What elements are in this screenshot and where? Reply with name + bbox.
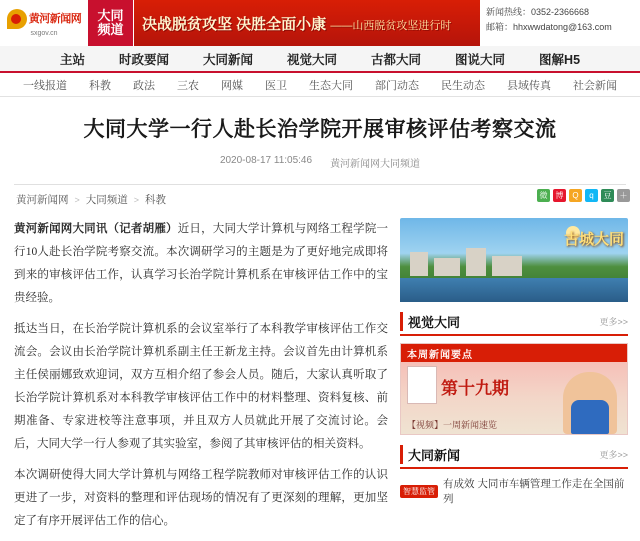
logo-url: sxgov.cn <box>30 30 58 37</box>
article-datetime: 2020-08-17 11:05:46 <box>219 155 313 166</box>
nav-item-3[interactable]: 视觉大同 <box>287 52 338 67</box>
sub-navigation <box>0 73 640 97</box>
breadcrumb-sep-icon: > <box>133 194 140 205</box>
article-body-area <box>0 214 640 541</box>
sidebar-more-link-visual[interactable]: 更多>> <box>599 317 628 327</box>
wechat-share-icon[interactable]: 微 <box>537 189 550 202</box>
channel-line-1: 大同 <box>97 8 124 24</box>
subnav-item-4[interactable]: 网媒 <box>221 79 243 92</box>
news-email: 邮箱：hhxwwdatong@163.com <box>486 22 612 33</box>
breadcrumb-item-2[interactable]: 科教 <box>145 194 167 206</box>
article-paragraph-1-text: 近日，大同大学计算机与网络工程学院一行10人赴长治学院考察交流。本次调研学习的主题是为了更好地完成即将到来的审核评估工作，认真学习长治学院计算机系在审核评估工作中的宝贵经验。 <box>14 223 389 304</box>
sidebar-section-news <box>400 445 628 469</box>
channel-line-2: 频道 <box>97 22 124 37</box>
sidebar <box>400 218 628 541</box>
channel-badge[interactable] <box>88 0 134 46</box>
promo-thumbnail <box>407 366 437 404</box>
subnav-item-2[interactable]: 政法 <box>133 79 155 92</box>
breadcrumb-item-1[interactable]: 大同频道 <box>85 194 128 206</box>
building-shape <box>492 256 522 276</box>
news-item-text: 有成效 大同市车辆管理工作走在全国前列 <box>443 478 625 505</box>
breadcrumb <box>0 185 640 214</box>
more-share-icon[interactable]: ＋ <box>617 189 630 202</box>
subnav-item-10[interactable]: 社会新闻 <box>573 79 617 92</box>
banner-slogan-area <box>134 0 480 46</box>
article-paragraph-3: 本次调研使得大同大学计算机与网络工程学院教师对审核评估工作的认识更进了一步，对资料的整理和评估现场的情况有了更深刻的理解，更加坚定了有序开展评估工作的信心。 <box>14 469 388 527</box>
news-hotline: 新闻热线：0352-2366668 <box>486 7 590 17</box>
nav-item-4[interactable]: 古都大同 <box>371 52 422 67</box>
yellow-river-icon <box>7 9 27 29</box>
nav-item-1[interactable]: 时政要闻 <box>118 52 169 67</box>
logo-main <box>7 9 82 29</box>
subnav-item-6[interactable]: 生态大同 <box>309 79 353 92</box>
subnav-item-5[interactable]: 医卫 <box>265 79 287 92</box>
article-header <box>0 97 640 174</box>
nav-item-5[interactable]: 图说大同 <box>455 52 506 67</box>
building-shape <box>466 248 486 276</box>
page-title: 大同大学一行人赴长治学院开展审核评估考察交流 <box>83 117 557 141</box>
promo-issue-label: 第十九期 <box>441 379 509 398</box>
list-item[interactable] <box>400 477 628 506</box>
main-navigation <box>0 46 640 73</box>
share-bar <box>537 189 630 202</box>
sidebar-section-title-visual: 视觉大同 <box>400 312 460 331</box>
qzone-share-icon[interactable]: Q <box>569 189 582 202</box>
nav-item-6[interactable]: 图解H5 <box>539 52 581 67</box>
hero-badge-text: 古城大同 <box>563 231 624 248</box>
promo-strip-title: 本周新闻要点 <box>401 344 627 362</box>
article-meta <box>10 155 630 170</box>
weibo-share-icon[interactable]: 博 <box>553 189 566 202</box>
slogan-sub: ——山西脱贫攻坚进行时 <box>330 19 452 32</box>
subnav-item-3[interactable]: 三农 <box>177 79 199 92</box>
weekly-news-promo[interactable] <box>400 343 628 435</box>
qq-share-icon[interactable]: q <box>585 189 598 202</box>
slogan-main: 决战脱贫攻坚 决胜全面小康 <box>142 15 327 33</box>
article-paragraph-1 <box>14 218 388 310</box>
building-shape <box>410 252 428 276</box>
article-paragraph-2: 抵达当日，在长治学院计算机系的会议室举行了本科教学审核评估工作交流会。会议由长治学院计算机系副主任王新龙主持。会议首先由计算机系主任侯丽娜致欢迎词，双方互相介绍了参会人员。随后，大家认真听取了长治学院计算机系对本科教学审核评估工作中的材料整理、资料复核、前期准备、专家进校等注意事项，并且双方人员就此开展了交流讨论。会后，大同大学一行人参观了其实验室，参阅了其审核评估的相关资料。 <box>14 323 388 450</box>
subnav-item-8[interactable]: 民生动态 <box>441 79 485 92</box>
sidebar-section-visual <box>400 312 628 336</box>
building-shape <box>434 258 460 276</box>
article-body <box>14 218 388 541</box>
news-tag: 智慧监管 <box>400 485 438 498</box>
sidebar-section-title-news: 大同新闻 <box>400 445 460 464</box>
banner-slogan <box>142 13 451 34</box>
nav-item-0[interactable]: 主站 <box>59 52 85 67</box>
anchor-figure-icon <box>563 372 617 434</box>
site-banner <box>0 0 640 46</box>
nav-item-2[interactable]: 大同新闻 <box>202 52 253 67</box>
article-lead-prefix: 黄河新闻网大同讯（记者胡雁） <box>14 223 178 235</box>
sidebar-more-link-news[interactable]: 更多>> <box>599 450 628 460</box>
breadcrumb-item-0[interactable]: 黄河新闻网 <box>16 194 69 206</box>
logo-text: 黄河新闻网 <box>28 12 82 25</box>
banner-contact <box>480 0 640 46</box>
subnav-item-1[interactable]: 科教 <box>89 79 111 92</box>
breadcrumb-sep-icon: > <box>74 194 80 205</box>
water-shape <box>400 278 628 302</box>
site-logo[interactable] <box>0 0 88 46</box>
douban-share-icon[interactable]: 豆 <box>601 189 614 202</box>
article-source: 黄河新闻网大同频道 <box>330 159 421 170</box>
sidebar-hero-image[interactable] <box>400 218 628 302</box>
promo-caption: 【视频】一周新闻速览 <box>407 420 498 430</box>
subnav-item-9[interactable]: 县域传真 <box>507 79 551 92</box>
subnav-item-7[interactable]: 部门动态 <box>375 79 419 92</box>
subnav-item-0[interactable]: 一线报道 <box>23 79 67 92</box>
